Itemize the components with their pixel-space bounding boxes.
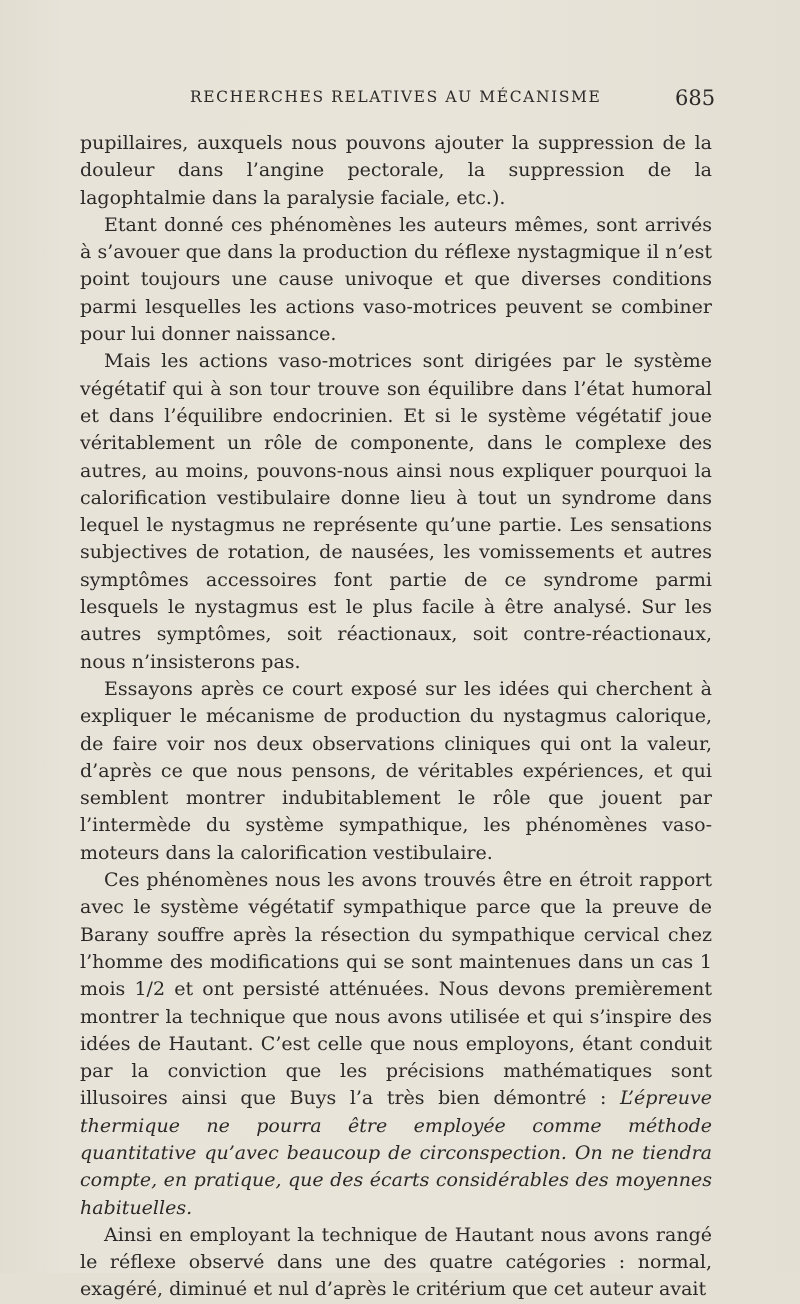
paragraph-5-text: Ces phénomènes nous les avons trouvés être en étroit rapport avec le système végétatif sympathique parce que la preuve de Barany souffre après la résection du sympathique cervical chez l’homme des modifications qui se sont maintenues dans un cas 1 mois 1/2 et ont persisté atténuées. Nous devons premièrement montrer la technique que nous avons utilisée et qui s’inspire des idées de Hautant. C’est celle que nous employons, étant conduit par la conviction que les précisions mathématiques sont illusoires ainsi que Buys l’a très bien démontré : <box>80 869 712 1110</box>
paragraph-4: Essayons après ce court exposé sur les idées qui cherchent à expliquer le mécanisme de production du nystagmus calorique, de faire voir nos deux observations cliniques qui ont la valeur, d’après ce que nous pensons, de véritables expériences, et qui semblent montrer indubitablement le rôle que jouent par l’intermède du système sympathique, les phénomènes vaso-moteurs dans la calorification vestibulaire. <box>80 677 712 864</box>
body-text <box>80 130 712 1304</box>
page-number: 685 <box>675 86 716 110</box>
paragraph-3: Mais les actions vaso-motrices sont dirigées par le système végétatif qui à son tour trouve son équilibre dans l’état humoral et dans l’équilibre endocrinien. Et si le système végétatif joue véritablement un rôle de componente, dans le complexe des autres, au moins, pouvons-nous ainsi nous expliquer pourquoi la calorification vestibulaire donne lieu à tout un syndrome dans lequel le nystagmus ne représente qu’une partie. Les sensations subjectives de rotation, de nausées, les vomissements et autres symptômes accessoires font partie de ce syndrome parmi lesquels le nystagmus est le plus facile à être analysé. Sur les autres symptômes, soit réactionaux, soit contre-réactionaux, nous n’insisterons pas. <box>80 350 712 673</box>
paragraph-5 <box>80 867 712 1222</box>
paragraph-1: pupillaires, auxquels nous pouvons ajouter la suppression de la douleur dans l’angine pectorale, la suppression de la lagophtalmie dans la paralysie faciale, etc.). <box>80 132 712 209</box>
paragraph-6: Ainsi en employant la technique de Hautant nous avons rangé le réflexe observé dans une des quatre catégories : normal, exagéré, diminué et nul d’après le critérium que cet auteur avait <box>80 1223 712 1301</box>
running-head: RECHERCHES RELATIVES AU MÉCANISME <box>190 88 602 106</box>
paragraph-2: Etant donné ces phénomènes les auteurs mêmes, sont arrivés à s’avouer que dans la production du réflexe nystagmique il n’est point toujours une cause univoque et que diverses conditions parmi lesquelles les actions vaso-motrices peuvent se combiner pour lui donner naissance. <box>80 213 712 346</box>
paragraph-5-quotation: L’épreuve thermique ne pourra être employée comme méthode quantitative qu’avec beaucoup de circonspection. On ne tiendra compte, en pratique, que des écarts considérables des moyennes habituelles. <box>80 1087 712 1219</box>
